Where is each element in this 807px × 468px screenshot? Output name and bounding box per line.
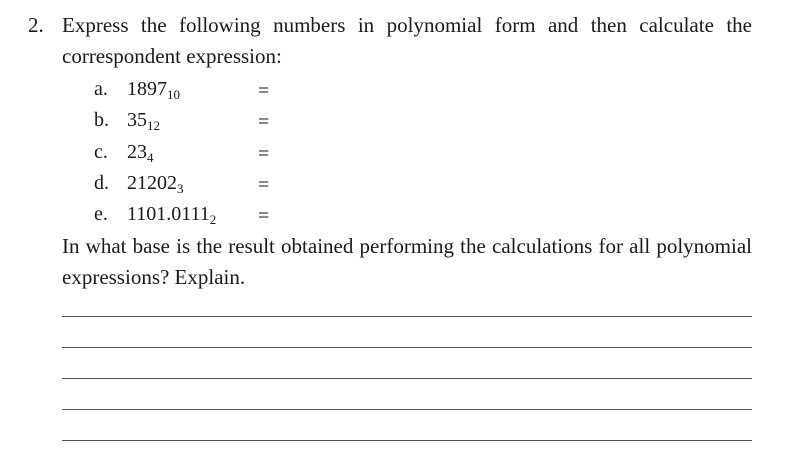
item-letter: e.: [94, 203, 108, 225]
item-base: 10: [167, 87, 180, 102]
item-number: [127, 203, 216, 225]
item-number: [127, 141, 154, 163]
list-item: [94, 137, 154, 167]
answer-line[interactable]: [62, 440, 752, 441]
item-letter: a.: [94, 78, 108, 100]
item-number: [127, 78, 180, 100]
item-letter: d.: [94, 172, 109, 194]
item-digits: 35: [127, 109, 147, 131]
followup-question: In what base is the result obtained performing the calculations for all polynomial expressions? Explain.: [62, 234, 752, 289]
item-digits: 21202: [127, 172, 177, 194]
item-letter: b.: [94, 109, 109, 131]
answer-line[interactable]: [62, 409, 752, 410]
item-digits: 23: [127, 141, 147, 163]
item-base: 2: [209, 212, 217, 227]
equals-sign: =: [258, 205, 270, 227]
item-base: 3: [177, 181, 184, 196]
equals-sign: =: [258, 111, 270, 133]
item-digits: 1897: [127, 78, 167, 100]
equals-sign: =: [258, 80, 270, 102]
list-item: [94, 105, 160, 135]
item-letter: c.: [94, 141, 108, 163]
list-item: [94, 199, 216, 229]
answer-line[interactable]: [62, 316, 752, 317]
item-base: 4: [147, 150, 154, 165]
equals-sign: =: [258, 143, 270, 165]
item-base: 12: [147, 118, 160, 133]
answer-line[interactable]: [62, 347, 752, 348]
item-digits: 1101.0111: [127, 203, 210, 225]
equals-sign: =: [258, 174, 270, 196]
item-number: [127, 109, 160, 131]
list-item: [94, 74, 180, 104]
list-item: [94, 168, 184, 198]
question-number: 2.: [28, 13, 44, 37]
item-number: [127, 172, 184, 194]
question-intro: Express the following numbers in polynomial form and then calculate the correspondent expression:: [62, 13, 752, 68]
answer-line[interactable]: [62, 378, 752, 379]
